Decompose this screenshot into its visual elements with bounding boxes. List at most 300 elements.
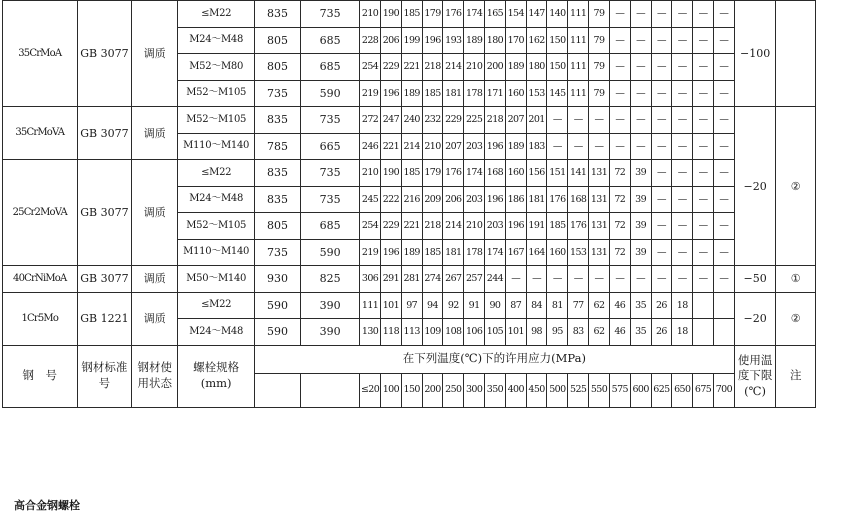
stress-cell: — [630, 107, 651, 134]
stress-cell: 160 [505, 80, 526, 107]
stress-cell: — [672, 266, 693, 293]
temperature-header: 350 [485, 373, 506, 407]
stress-cell: 181 [443, 80, 464, 107]
stress-cell: 281 [401, 266, 422, 293]
table-row [3, 292, 816, 319]
stress-cell: — [693, 27, 714, 54]
stress-cell: 26 [651, 319, 672, 346]
stress-cell: 206 [443, 186, 464, 213]
stress-cell: — [713, 27, 734, 54]
stress-cell: — [672, 133, 693, 160]
stress-cell: 62 [589, 319, 610, 346]
stress-cell: — [651, 213, 672, 240]
stress-cell: — [672, 186, 693, 213]
stress-cell: — [609, 80, 630, 107]
stress-cell: — [651, 80, 672, 107]
header-yield-blank [301, 373, 360, 407]
stress-cell: — [609, 107, 630, 134]
stress-cell: 130 [360, 319, 381, 346]
stress-cell: 150 [547, 27, 568, 54]
stress-cell: — [713, 133, 734, 160]
steel-standard: GB 3077 [77, 160, 132, 266]
stress-cell: 131 [589, 160, 610, 187]
stress-cell-empty [693, 292, 714, 319]
stress-cell: 174 [464, 160, 485, 187]
stress-cell: 210 [464, 54, 485, 81]
stress-cell: — [713, 160, 734, 187]
min-temp: −20 [734, 292, 776, 345]
stress-cell: 219 [360, 80, 381, 107]
stress-cell: 106 [464, 319, 485, 346]
steel-standard: GB 1221 [77, 292, 132, 345]
header-standard: 钢材标准号 [77, 345, 132, 407]
stress-cell: 101 [505, 319, 526, 346]
stress-cell: 154 [505, 1, 526, 28]
yield-strength: 590 [301, 80, 360, 107]
stress-cell: 109 [422, 319, 443, 346]
stress-cell: 131 [589, 239, 610, 266]
stress-cell: 196 [380, 80, 401, 107]
stress-cell: 46 [609, 292, 630, 319]
stress-cell: 218 [422, 213, 443, 240]
steel-standard: GB 3077 [77, 266, 132, 293]
stress-cell: 181 [443, 239, 464, 266]
tensile-strength: 835 [254, 160, 300, 187]
tensile-strength: 805 [254, 213, 300, 240]
stress-cell: 221 [401, 54, 422, 81]
temperature-header: 600 [630, 373, 651, 407]
stress-cell: — [589, 107, 610, 134]
stress-cell: — [651, 1, 672, 28]
stress-cell: — [589, 133, 610, 160]
temperature-header: 150 [401, 373, 422, 407]
stress-cell: 189 [464, 27, 485, 54]
header-spec: 螺栓规格(mm) [178, 345, 255, 407]
bolt-spec: ≤M22 [178, 1, 255, 28]
stress-cell: 35 [630, 319, 651, 346]
stress-cell: 203 [485, 213, 506, 240]
stress-cell: 171 [485, 80, 506, 107]
stress-cell: 105 [485, 319, 506, 346]
stress-cell: 165 [485, 1, 506, 28]
stress-cell: — [630, 133, 651, 160]
stress-cell: 189 [505, 133, 526, 160]
stress-cell: 185 [547, 213, 568, 240]
stress-cell: — [630, 27, 651, 54]
yield-strength: 590 [301, 239, 360, 266]
stress-cell: — [672, 107, 693, 134]
bolt-spec: M24～M48 [178, 27, 255, 54]
stress-cell: 191 [526, 213, 547, 240]
steel-grade: 35CrMoA [3, 1, 78, 107]
stress-cell: — [651, 160, 672, 187]
stress-cell: 77 [568, 292, 589, 319]
header-steel: 钢 号 [3, 345, 78, 407]
stress-cell: 203 [464, 133, 485, 160]
stress-cell: — [651, 239, 672, 266]
stress-cell: 196 [485, 133, 506, 160]
yield-strength: 685 [301, 27, 360, 54]
stress-cell: 174 [485, 239, 506, 266]
stress-cell: — [693, 107, 714, 134]
stress-cell: 306 [360, 266, 381, 293]
stress-cell: 207 [443, 133, 464, 160]
stress-cell: — [713, 213, 734, 240]
stress-cell: 240 [401, 107, 422, 134]
stress-cell: 229 [380, 54, 401, 81]
stress-cell: 210 [360, 1, 381, 28]
stress-table-sheet [2, 0, 816, 512]
stress-cell: — [651, 266, 672, 293]
stress-cell: 189 [505, 54, 526, 81]
temperature-header: 575 [609, 373, 630, 407]
stress-cell: — [568, 266, 589, 293]
stress-cell: — [505, 266, 526, 293]
stress-cell: 189 [401, 80, 422, 107]
stress-cell: 141 [568, 160, 589, 187]
stress-cell: 222 [380, 186, 401, 213]
stress-cell: 111 [360, 292, 381, 319]
stress-cell: 145 [547, 80, 568, 107]
stress-cell: 214 [443, 213, 464, 240]
stress-cell: 203 [464, 186, 485, 213]
steel-grade: 1Cr5Mo [3, 292, 78, 345]
yield-strength: 735 [301, 107, 360, 134]
steel-standard: GB 3077 [77, 107, 132, 160]
stress-cell: 176 [568, 213, 589, 240]
stress-cell: — [693, 186, 714, 213]
table-row [3, 266, 816, 293]
steel-grade: 25Cr2MoVA [3, 160, 78, 266]
temperature-header: 525 [568, 373, 589, 407]
stress-cell: 81 [547, 292, 568, 319]
stress-cell: 196 [422, 27, 443, 54]
stress-cell: 79 [589, 27, 610, 54]
stress-cell: 207 [505, 107, 526, 134]
stress-cell: 87 [505, 292, 526, 319]
min-temp: −20 [734, 107, 776, 266]
stress-cell: 111 [568, 27, 589, 54]
stress-cell: 26 [651, 292, 672, 319]
temperature-header: 550 [589, 373, 610, 407]
stress-cell: 232 [422, 107, 443, 134]
stress-cell: 245 [360, 186, 381, 213]
yield-strength: 735 [301, 186, 360, 213]
temperature-header: 500 [547, 373, 568, 407]
stress-cell: 267 [443, 266, 464, 293]
stress-cell: 274 [422, 266, 443, 293]
stress-cell: — [609, 54, 630, 81]
stress-cell: 72 [609, 213, 630, 240]
header-note: 注 [776, 345, 816, 407]
stress-cell: 186 [505, 186, 526, 213]
stress-cell: 216 [401, 186, 422, 213]
stress-cell: — [568, 133, 589, 160]
steel-state: 调质 [132, 292, 178, 345]
stress-cell: 272 [360, 107, 381, 134]
stress-cell: — [713, 239, 734, 266]
stress-cell: — [630, 266, 651, 293]
temperature-header: 625 [651, 373, 672, 407]
stress-cell: 196 [505, 213, 526, 240]
bolt-spec: M110～M140 [178, 133, 255, 160]
stress-cell: — [651, 27, 672, 54]
stress-cell: 246 [360, 133, 381, 160]
stress-cell: 84 [526, 292, 547, 319]
stress-cell: 92 [443, 292, 464, 319]
bolt-spec: M52～M105 [178, 213, 255, 240]
stress-cell: 225 [464, 107, 485, 134]
steel-state: 调质 [132, 107, 178, 160]
stress-cell: — [713, 1, 734, 28]
stress-cell: 176 [547, 186, 568, 213]
temperature-header: ≤20 [360, 373, 381, 407]
table-body [3, 1, 816, 408]
stress-cell: 147 [526, 1, 547, 28]
bolt-spec: M52～M105 [178, 80, 255, 107]
stress-cell: — [693, 1, 714, 28]
steel-standard: GB 3077 [77, 1, 132, 107]
steel-grade: 40CrNiMoA [3, 266, 78, 293]
stress-cell: 35 [630, 292, 651, 319]
note: ② [776, 107, 816, 266]
stress-cell: 101 [380, 292, 401, 319]
yield-strength: 735 [301, 1, 360, 28]
header-state: 钢材使用状态 [132, 345, 178, 407]
stress-cell: — [630, 1, 651, 28]
stress-cell: 131 [589, 186, 610, 213]
stress-cell: 39 [630, 239, 651, 266]
stress-cell: 118 [380, 319, 401, 346]
stress-cell: 108 [443, 319, 464, 346]
stress-cell: 39 [630, 186, 651, 213]
tensile-strength: 805 [254, 27, 300, 54]
tensile-strength: 835 [254, 186, 300, 213]
header-tensile-blank [254, 373, 300, 407]
stress-cell: 200 [485, 54, 506, 81]
stress-cell: 291 [380, 266, 401, 293]
note: ② [776, 292, 816, 345]
stress-cell: 193 [443, 27, 464, 54]
steel-state: 调质 [132, 1, 178, 107]
stress-cell: — [547, 133, 568, 160]
stress-cell: 181 [526, 186, 547, 213]
min-temp: −50 [734, 266, 776, 293]
bolt-spec: M52～M80 [178, 54, 255, 81]
stress-cell: 214 [443, 54, 464, 81]
min-temp: −100 [734, 1, 776, 107]
stress-cell: 72 [609, 239, 630, 266]
stress-cell: 162 [526, 27, 547, 54]
stress-cell: 156 [526, 160, 547, 187]
stress-cell: 72 [609, 186, 630, 213]
stress-cell: 39 [630, 160, 651, 187]
temperature-header: 650 [672, 373, 693, 407]
stress-cell: 167 [505, 239, 526, 266]
stress-cell: — [672, 1, 693, 28]
stress-cell: 18 [672, 319, 693, 346]
stress-cell: 164 [526, 239, 547, 266]
stress-cell: — [672, 54, 693, 81]
note [776, 1, 816, 107]
temperature-header: 250 [443, 373, 464, 407]
stress-cell: 153 [568, 239, 589, 266]
yield-strength: 665 [301, 133, 360, 160]
stress-cell: 72 [609, 160, 630, 187]
tensile-strength: 735 [254, 80, 300, 107]
stress-cell: 180 [485, 27, 506, 54]
allowable-stress-table [2, 0, 816, 408]
stress-cell: — [651, 107, 672, 134]
bolt-spec: M52～M105 [178, 107, 255, 134]
stress-cell: 150 [547, 54, 568, 81]
stress-cell: 183 [526, 133, 547, 160]
stress-cell: — [693, 239, 714, 266]
stress-cell: 113 [401, 319, 422, 346]
tensile-strength: 835 [254, 1, 300, 28]
stress-cell: 79 [589, 1, 610, 28]
stress-cell: 140 [547, 1, 568, 28]
stress-cell: 199 [401, 27, 422, 54]
yield-strength: 390 [301, 319, 360, 346]
yield-strength: 390 [301, 292, 360, 319]
stress-cell: 180 [526, 54, 547, 81]
temperature-header: 300 [464, 373, 485, 407]
header-stress-group: 在下列温度(℃)下的许用应力(MPa) [254, 345, 734, 373]
stress-cell: — [672, 27, 693, 54]
bolt-spec: ≤M22 [178, 292, 255, 319]
tensile-strength: 785 [254, 133, 300, 160]
stress-cell: 91 [464, 292, 485, 319]
stress-cell: — [672, 160, 693, 187]
stress-cell: 254 [360, 213, 381, 240]
stress-cell: 178 [464, 80, 485, 107]
stress-cell: — [672, 213, 693, 240]
stress-cell: 46 [609, 319, 630, 346]
yield-strength: 685 [301, 213, 360, 240]
stress-cell: 218 [422, 54, 443, 81]
stress-cell: 39 [630, 213, 651, 240]
stress-cell: — [693, 133, 714, 160]
stress-cell: 79 [589, 54, 610, 81]
stress-cell: 168 [568, 186, 589, 213]
note: ① [776, 266, 816, 293]
stress-cell: 176 [443, 1, 464, 28]
stress-cell: 160 [505, 160, 526, 187]
stress-cell: 254 [360, 54, 381, 81]
stress-cell: 229 [443, 107, 464, 134]
stress-cell: 111 [568, 80, 589, 107]
stress-cell: — [609, 27, 630, 54]
stress-cell: 209 [422, 186, 443, 213]
steel-state: 调质 [132, 160, 178, 266]
stress-cell: — [713, 54, 734, 81]
stress-cell: — [672, 80, 693, 107]
table-row [3, 160, 816, 187]
stress-cell: — [651, 54, 672, 81]
stress-cell: 214 [401, 133, 422, 160]
table-row [3, 1, 816, 28]
stress-cell: 18 [672, 292, 693, 319]
stress-cell: — [713, 266, 734, 293]
stress-cell: — [630, 80, 651, 107]
stress-cell: 185 [401, 1, 422, 28]
bolt-spec: M24～M48 [178, 319, 255, 346]
stress-cell: — [651, 186, 672, 213]
stress-cell: 221 [380, 133, 401, 160]
stress-cell: 210 [360, 160, 381, 187]
bolt-spec: M50～M140 [178, 266, 255, 293]
temperature-header: 675 [693, 373, 714, 407]
tensile-strength: 930 [254, 266, 300, 293]
stress-cell: 189 [401, 239, 422, 266]
tensile-strength: 590 [254, 319, 300, 346]
table-caption: 高合金钢螺栓 [14, 499, 80, 512]
temperature-header: 200 [422, 373, 443, 407]
stress-cell: — [693, 213, 714, 240]
stress-cell: — [526, 266, 547, 293]
stress-cell-empty [713, 292, 734, 319]
header-min-temp: 使用温度下限(℃) [734, 345, 776, 407]
stress-cell: — [713, 186, 734, 213]
stress-cell: — [693, 160, 714, 187]
stress-cell: — [713, 107, 734, 134]
stress-cell: 219 [360, 239, 381, 266]
stress-cell: 247 [380, 107, 401, 134]
stress-cell: 79 [589, 80, 610, 107]
yield-strength: 735 [301, 160, 360, 187]
stress-cell: 179 [422, 160, 443, 187]
stress-cell: 83 [568, 319, 589, 346]
stress-cell: — [693, 266, 714, 293]
stress-cell: 95 [547, 319, 568, 346]
bolt-spec: M110～M140 [178, 239, 255, 266]
stress-cell: 206 [380, 27, 401, 54]
stress-cell: — [609, 133, 630, 160]
stress-cell: — [609, 266, 630, 293]
stress-cell: 196 [380, 239, 401, 266]
stress-cell: 176 [443, 160, 464, 187]
stress-cell: 178 [464, 239, 485, 266]
stress-cell: 185 [401, 160, 422, 187]
stress-cell: 160 [547, 239, 568, 266]
stress-cell: 111 [568, 1, 589, 28]
yield-strength: 825 [301, 266, 360, 293]
stress-cell: 179 [422, 1, 443, 28]
stress-cell: 98 [526, 319, 547, 346]
stress-cell: 90 [485, 292, 506, 319]
stress-cell: 257 [464, 266, 485, 293]
stress-cell: 170 [505, 27, 526, 54]
stress-cell: 190 [380, 1, 401, 28]
tensile-strength: 735 [254, 239, 300, 266]
stress-cell: 62 [589, 292, 610, 319]
stress-cell: — [693, 54, 714, 81]
tensile-strength: 590 [254, 292, 300, 319]
stress-cell: 221 [401, 213, 422, 240]
temperature-header: 450 [526, 373, 547, 407]
stress-cell: 201 [526, 107, 547, 134]
tensile-strength: 835 [254, 107, 300, 134]
stress-cell: — [693, 80, 714, 107]
stress-cell: 168 [485, 160, 506, 187]
stress-cell: — [630, 54, 651, 81]
stress-cell: 151 [547, 160, 568, 187]
bolt-spec: M24～M48 [178, 186, 255, 213]
tensile-strength: 805 [254, 54, 300, 81]
stress-cell: — [589, 266, 610, 293]
stress-cell: 174 [464, 1, 485, 28]
